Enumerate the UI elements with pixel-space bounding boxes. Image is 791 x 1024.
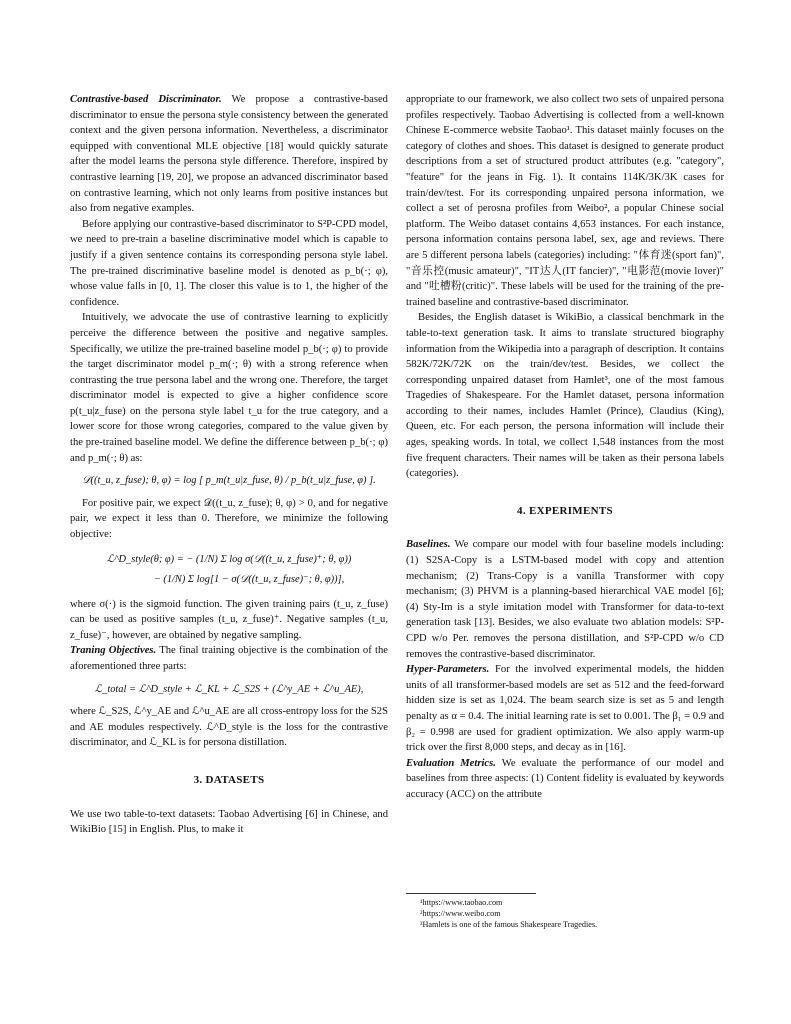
section-heading-experiments: 4. EXPERIMENTS — [517, 504, 613, 517]
paragraph-loss-description: where ℒ_S2S, ℒ^y_AE and ℒ^u_AE are all cross-entropy loss for the S2S and AE modules respectively. ℒ^D_style is the loss for the contrastive discriminator, and ℒ_KL is for persona distillation. — [70, 706, 388, 749]
paragraph-datasets-intro: We use two table-to-text datasets: Taobao Advertising [6] in Chinese, and WikiBio [15] in English. Plus, to make it — [70, 808, 388, 836]
footnote-rule — [406, 893, 536, 894]
footnote-2: ²https://www.weibo.com — [420, 909, 501, 918]
run-in-heading: Hyper-Parameters. — [406, 664, 490, 676]
paragraph-text: We compare our model with four baseline models including: (1) S2SA-Copy is a LSTM-based model with copy and attention mechanism; (2) Trans-Copy is a vanilla Transformer with copy mechanism; (3) PHVM is a planning-based hierarchical VAE model [6]; (4) Sty-Im is a style imitation model with Transformer for data-to-text generation task [13]. Besides, we also evaluate two ablation models: S²P-CPD w/o Per. removes the persona distillation, and S²P-CPD w/o CD removes the contrastive-based discriminator. — [406, 539, 724, 660]
paragraph-text: We evaluate the performance of our model and baselines from three aspects: (1) Content fidelity is evaluated by keywords accuracy (ACC) on the attribute — [406, 757, 724, 800]
footnote-1: ¹https://www.taobao.com — [420, 898, 503, 907]
left-column — [70, 92, 388, 838]
paragraph-positive-pair: For positive pair, we expect 𝒟((t_u, z_fuse); θ, φ) > 0, and for negative pair, we expect it less than 0. Therefore, we minimize the following objective: — [70, 497, 388, 541]
paragraph-contrastive-discriminator — [70, 92, 388, 217]
equation-total-loss: ℒ_total = ℒ^D_style + ℒ_KL + ℒ_S2S + (ℒ^y_AE + ℒ^u_AE), — [94, 683, 364, 695]
paragraph-hyper-parameters — [406, 662, 724, 756]
run-in-heading: Contrastive-based Discriminator. — [70, 94, 222, 105]
paragraph-wikibio-hamlet: Besides, the English dataset is WikiBio, a classical benchmark in the table-to-text generation task. It aims to translate structured biography information from the Wikipedia into a paragraph of description. It contains 582K/72K/72K on the train/dev/test. Besides, we collect the corresponding unpaired dataset from Hamlet³, one of the most famous Tragedies of Shakespeare. For the Hamlet dataset, persona information according to their names, includes Hamlet (Prince), Claudius (King), Queen, etc. For each person, the persona information will include their ages, speaking words. In total, we collect 1,548 instances from the most five frequent characters. Their names will be taken as their persona labels (categories). — [406, 312, 724, 480]
right-column — [406, 92, 724, 803]
equation-line: − (1/N) Σ log[1 − σ(𝒟((t_u, z_fuse)⁻; θ, φ))], — [153, 573, 345, 585]
paragraph-pretrain-baseline: Before applying our contrastive-based discriminator to S²P-CPD model, we need to pre-train a baseline discriminative model which is capable to justify if a given sentence contains its corresponding persona style label. The pre-trained discriminative baseline model is denoted as p_b(·; φ), whose value falls in [0, 1]. The closer this value is to 1, the higher of the confidence. — [70, 218, 388, 308]
paragraph-training-objectives — [70, 643, 388, 674]
footnote-3: ³Hamlets is one of the famous Shakespeare Tragedies. — [420, 920, 598, 929]
paragraph-sigmoid: where σ(·) is the sigmoid function. The given training pairs (t_u, z_fuse) can be used as positive samples (t_u, z_fuse)⁺. Negative samples (t_u, z_fuse)⁻, however, are obtained by negative sampling. — [70, 598, 388, 641]
run-in-heading: Baselines. — [406, 539, 451, 551]
paragraph-baselines — [406, 537, 724, 662]
paragraph-evaluation-metrics — [406, 756, 724, 803]
paragraph-taobao-weibo: appropriate to our framework, we also collect two sets of unpaired persona profiles respectively. Taobao Advertising is collected from a well-known Chinese E-commerce website Taobao¹. This dataset mainly focuses on the category of clothes and shoes. This dataset is designed to generate product descriptions from a set of structured product attributes (e.g. "category", "feature" for the jeans in Fig. 1). It contains 114K/3K/3K cases for train/dev/test. For its corresponding unpaired persona information, we collect a set of perosna profiles from Weibo², a popular Chinese social platform. The Weibo dataset contains 4,653 instances. For each instance, persona information contains persona label, sex, age and reviews. There are 5 different persona labels (categories) including: "体育迷(sport fan)", "音乐控(music amateur)", "IT达人(IT fancier)", "电影范(movie lover)" and "吐槽粉(critic)". These labels will be used for the training of the pre-trained baseline and contrastive-based discriminator. — [406, 94, 724, 308]
paragraph-text: We propose a contrastive-based discriminator to ensue the persona style consistency between the generated context and the given persona information. Nevertheless, a discriminator equipped with conventional MLE objective [18] would quickly saturate after the model learns the persona style difference. Therefore, inspired by contrastive learning [19, 20], we propose an advanced discriminator based on contrastive learning, which not only learns from positive instances but also from negative examples. — [70, 94, 388, 215]
run-in-heading: Evaluation Metrics. — [406, 757, 496, 769]
paragraph-text: The final training objective is the combination of the aforementioned three parts: — [70, 645, 388, 672]
run-in-heading: Traning Objectives. — [70, 645, 157, 657]
equation-style-loss — [70, 550, 388, 590]
section-heading-datasets: 3. DATASETS — [193, 773, 265, 786]
equation-line: ℒ^D_style(θ; φ) = − (1/N) Σ log σ(𝒟((t_u, z_fuse)⁺; θ, φ)) — [106, 553, 352, 565]
paragraph-text: For the involved experimental models, the hidden units of all transformer-based models are set as 512 and the feed-forward hidden size is set as 1,024. The beam search size is set as 5 and length penalty as α = 0.4. The initial learning rate is set to 0.001. The β₁ = 0.9 and β₂ = 0.998 are used for gradient optimization. We also apply warm-up trick over the first 8,000 steps, and decay as in [16]. — [406, 664, 724, 754]
paragraph-intuition: Intuitively, we advocate the use of contrastive learning to explicitly perceive the difference between the positive and negative samples. Specifically, we utilize the pre-trained baseline model p_b(·; φ) to provide the target discriminator model p_m(·; θ) with a strong reference when contrasting the true persona label and the wrong one. Therefore, the target discriminator model is expected to give a higher confidence score p(t_u|z_fuse) on the persona style label t_u for the true category, and a lower score for those wrong categories, compared to the value given by the pre-trained baseline model. We define the difference between p_b(·; φ) and p_m(·; θ) as: — [70, 312, 388, 464]
equation-difference: 𝒟((t_u, z_fuse); θ, φ) = log [ p_m(t_u|z_fuse, θ) / p_b(t_u|z_fuse, φ) ]. — [82, 475, 376, 487]
